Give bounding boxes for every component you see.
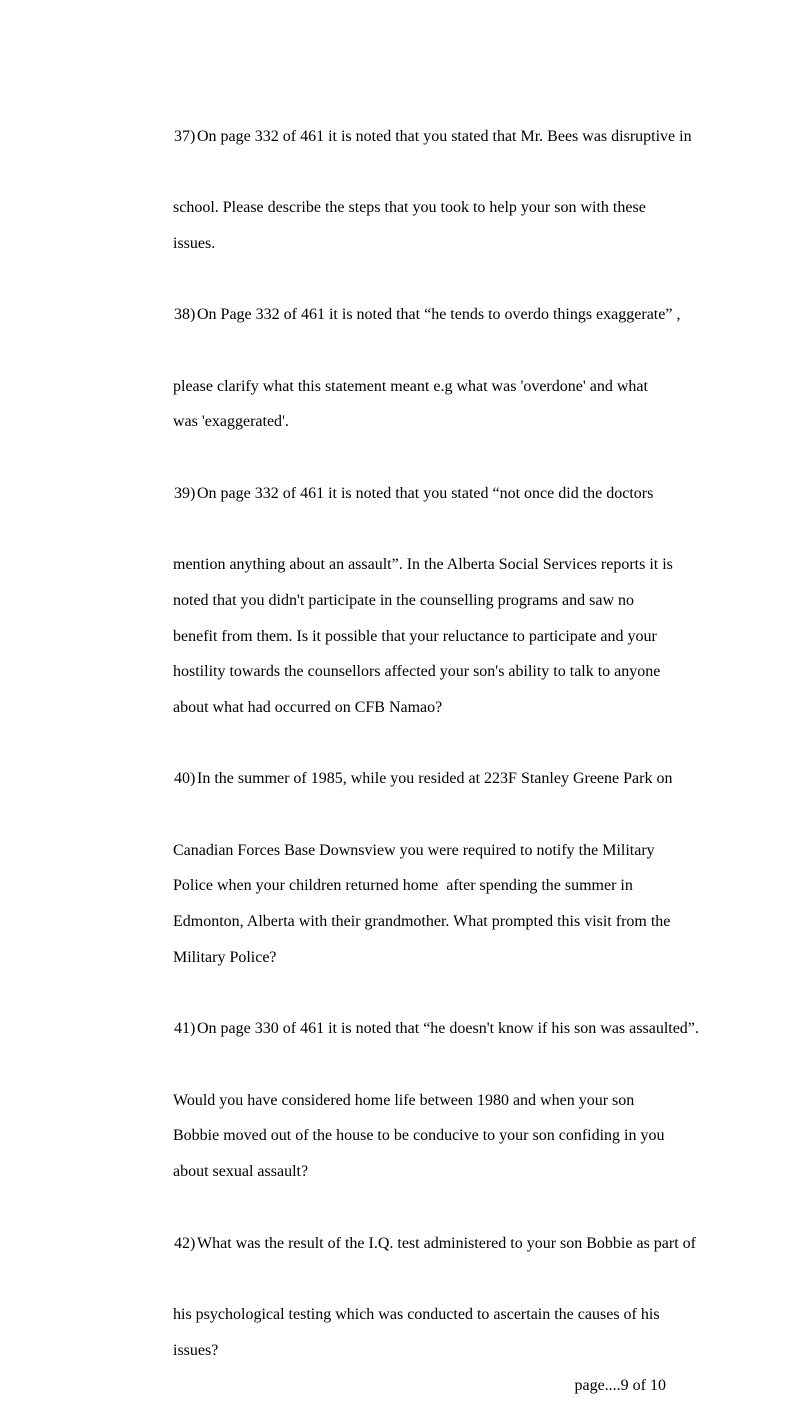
question-item (150, 976, 699, 1190)
item-text-line: mention anything about an assault”. In the Alberta Social Services reports it is (173, 556, 673, 574)
question-first-line (150, 976, 699, 1083)
item-text-line: On page 332 of 461 it is noted that you stated that Mr. Bees was disruptive in (197, 127, 692, 145)
question-first-line (150, 262, 681, 369)
item-text-line: Edmonton, Alberta with their grandmother. What prompted this visit from the (173, 913, 671, 931)
item-text-line: school. Please describe the steps that you took to help your son with these (173, 199, 646, 217)
item-text-line: What was the result of the I.Q. test administered to your son Bobbie as part of (197, 1234, 696, 1252)
question-item (150, 262, 681, 441)
question-first-line (150, 1190, 696, 1297)
question-item (150, 726, 673, 976)
item-text-line: On Page 332 of 461 it is noted that “he tends to overdo things exaggerate” , (197, 306, 681, 324)
item-number: 42) (174, 1234, 196, 1252)
item-text-line: Bobbie moved out of the house to be conducive to your son confiding in you (173, 1127, 665, 1145)
page-footer: page....9 of 10 (574, 1377, 666, 1395)
question-item (150, 1190, 696, 1369)
item-text-line: Military Police? (173, 948, 277, 966)
item-text-line: Police when your children returned home after spending the summer in (173, 877, 633, 895)
question-item (150, 83, 692, 262)
item-number: 38) (174, 306, 196, 324)
question-items (150, 83, 699, 1368)
question-item (150, 440, 673, 726)
item-text-line: issues? (173, 1341, 219, 1359)
question-first-line (150, 83, 692, 190)
item-text-line: noted that you didn't participate in the counselling programs and saw no (173, 591, 634, 609)
question-first-line (150, 726, 673, 833)
item-number: 37) (174, 127, 196, 145)
item-text-line: benefit from them. Is it possible that your reluctance to participate and your (173, 627, 657, 645)
question-first-line (150, 440, 666, 547)
item-text-line: hostility towards the counsellors affected your son's ability to talk to anyone (173, 663, 661, 681)
item-text-line: his psychological testing which was conducted to ascertain the causes of his (173, 1305, 660, 1323)
item-text-line: On page 332 of 461 it is noted that you stated “not once did the doctors (197, 484, 654, 502)
item-text-line: about what had occurred on CFB Namao? (173, 698, 443, 716)
item-text-line: issues. (173, 234, 216, 252)
item-text-line: Would you have considered home life between 1980 and when your son (173, 1091, 635, 1109)
item-text-line: On page 330 of 461 it is noted that “he doesn't know if his son was assaulted”. (197, 1020, 699, 1038)
item-text-line: Canadian Forces Base Downsview you were required to notify the Military (173, 841, 655, 859)
question-list (150, 83, 699, 1404)
item-number: 40) (174, 770, 196, 788)
item-text-line: about sexual assault? (173, 1163, 309, 1181)
item-number: 39) (174, 484, 196, 502)
item-text-line: please clarify what this statement meant e.g what was 'overdone' and what (173, 377, 648, 395)
item-text-line: was 'exaggerated'. (173, 413, 289, 431)
item-text-line: In the summer of 1985, while you resided at 223F Stanley Greene Park on (197, 770, 673, 788)
item-number: 41) (174, 1020, 196, 1038)
